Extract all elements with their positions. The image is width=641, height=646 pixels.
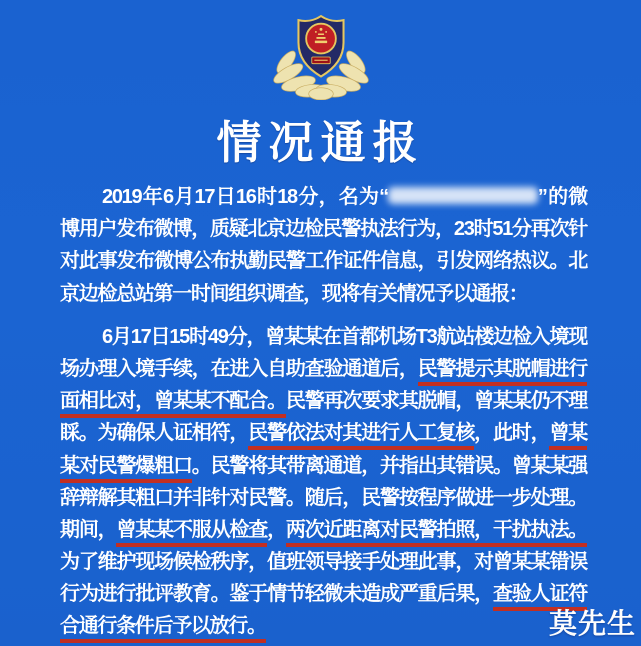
paragraph bbox=[60, 321, 587, 643]
body-line bbox=[60, 610, 587, 642]
text-segment: 期间， bbox=[60, 518, 117, 541]
paragraph bbox=[60, 181, 587, 310]
text-segment: 博用户发布微博，质疑北京边检民警执法行为，23时51分再次针 bbox=[60, 218, 587, 241]
text-segment: 2019年6月17日16时18分，名为“ bbox=[102, 186, 388, 208]
body-line bbox=[60, 245, 587, 277]
police-badge-icon bbox=[271, 14, 371, 100]
body-line bbox=[60, 546, 587, 578]
text-segment: 为了维护现场候检秩序，值班领导接手处理此事，对曾某某错误 bbox=[60, 551, 587, 574]
text-segment: ，此时， bbox=[474, 422, 550, 445]
body-line bbox=[60, 278, 587, 310]
text-segment: 对此事发布微博公布执勤民警工作证件信息，引发网络热议。北 bbox=[60, 250, 587, 273]
underlined-text: 两次近距离对民警拍照，干扰执法。 bbox=[286, 519, 587, 547]
body-line bbox=[60, 482, 587, 514]
underlined-text: 某对民警爆粗口 bbox=[60, 455, 192, 483]
page-title: 情况通报 bbox=[216, 117, 425, 168]
text-segment: ”的微 bbox=[537, 186, 587, 208]
text-segment: 。民警将其带离通道，并指出其错误。曾某某强 bbox=[191, 454, 587, 477]
underlined-text: 查验人证符 bbox=[493, 583, 587, 611]
text-segment: 行为进行批评教育。鉴于情节轻微未造成严重后果， bbox=[60, 583, 493, 606]
text-segment: ， bbox=[267, 518, 286, 541]
underlined-text: 合通行条件后予以放行。 bbox=[60, 615, 266, 643]
text-segment: 睬。为确保人证相符， bbox=[60, 422, 249, 445]
body-line bbox=[60, 385, 587, 417]
text-segment: 场办理入境手续，在进入自助查验通道后， bbox=[60, 357, 418, 380]
censored-username bbox=[388, 187, 538, 204]
text-segment: 京边检总站第一时间组织调查，现将有关情况予以通报： bbox=[60, 282, 528, 305]
body-line bbox=[60, 321, 587, 353]
body-line bbox=[60, 417, 587, 449]
notice-body bbox=[60, 181, 587, 643]
text-segment: 民警再次要求其脱帽，曾某某仍不理 bbox=[285, 390, 588, 413]
body-line bbox=[60, 514, 587, 546]
underlined-text: 曾某某不服从检查 bbox=[116, 519, 267, 547]
underlined-text: 民警依法对其进行人工复核 bbox=[248, 422, 474, 450]
text-segment: 辞辩解其粗口并非针对民警。随后，民警按程序做进一步处理。 bbox=[60, 486, 587, 509]
body-line bbox=[60, 353, 587, 385]
body-line bbox=[60, 213, 587, 245]
underlined-text: 曾某 bbox=[549, 422, 587, 450]
text-segment: 6月17日15时49分，曾某某在首都机场T3航站楼边检入境现 bbox=[102, 325, 587, 348]
body-line bbox=[60, 578, 587, 610]
underlined-text: 面相比对，曾某某不配合。 bbox=[60, 390, 286, 418]
body-line bbox=[60, 450, 587, 482]
underlined-text: 民警提示其脱帽进行 bbox=[418, 358, 587, 386]
body-line bbox=[60, 181, 587, 213]
watermark: 莫先生 bbox=[548, 608, 636, 639]
